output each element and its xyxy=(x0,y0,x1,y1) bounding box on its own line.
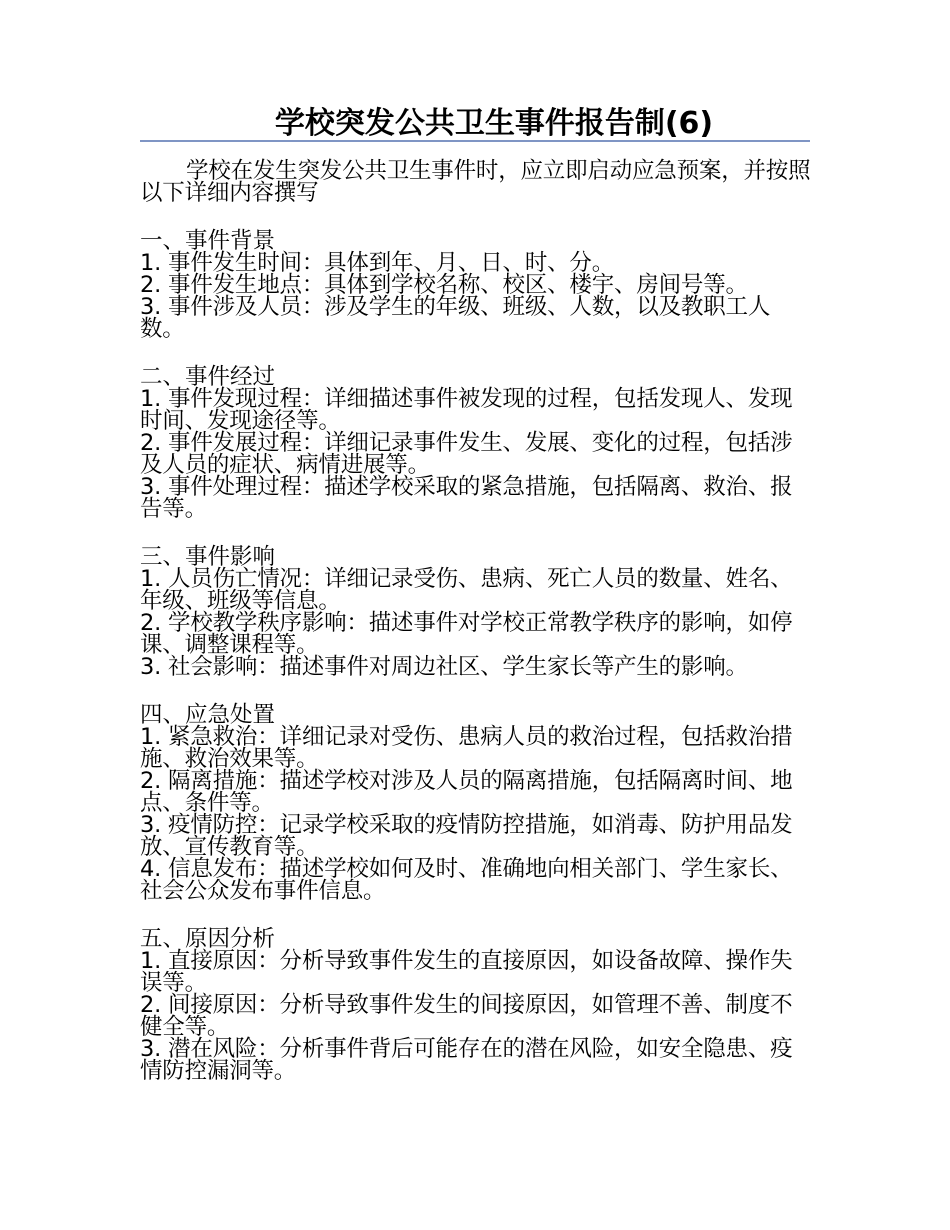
list-item: 1. 事件发现过程：详细描述事件被发现的过程，包括发现人、发现时间、发现途径等。 xyxy=(140,386,793,434)
list-item: 3. 事件处理过程：描述学校采取的紧急措施，包括隔离、救治、报告等。 xyxy=(140,474,793,522)
list-item: 3. 社会影响：描述事件对周边社区、学生家长等产生的影响。 xyxy=(140,654,748,680)
list-item: 2. 间接原因：分析导致事件发生的间接原因，如管理不善、制度不健全等。 xyxy=(140,992,793,1040)
section-items xyxy=(140,950,812,1082)
intro-paragraph: 学校在发生突发公共卫生事件时，应立即启动应急预案，并按照以下详细内容撰写 xyxy=(140,158,811,206)
list-item: 1. 人员伤亡情况：详细记录受伤、患病、死亡人员的数量、姓名、年级、班级等信息。 xyxy=(140,566,793,614)
list-item: 2. 事件发生地点：具体到学校名称、校区、楼宇、房间号等。 xyxy=(140,272,748,298)
section-process xyxy=(140,366,812,520)
list-item: 4. 信息发布：描述学校如何及时、准确地向相关部门、学生家长、社会公众发布事件信息。 xyxy=(140,856,793,904)
section-heading: 五、原因分析 xyxy=(140,926,276,952)
section-heading: 一、事件背景 xyxy=(140,228,276,254)
section-items xyxy=(140,252,812,340)
list-item: 2. 隔离措施：描述学校对涉及人员的隔离措施，包括隔离时间、地点、条件等。 xyxy=(140,768,793,816)
section-heading: 四、应急处置 xyxy=(140,702,276,728)
section-background xyxy=(140,230,812,340)
document-title: 学校突发公共卫生事件报告制(6) xyxy=(274,106,714,141)
list-item: 1. 直接原因：分析导致事件发生的直接原因，如设备故障、操作失误等。 xyxy=(140,948,793,996)
list-item: 1. 紧急救治：详细记录对受伤、患病人员的救治过程，包括救治措施、救治效果等。 xyxy=(140,724,793,772)
section-heading: 三、事件影响 xyxy=(140,544,276,570)
list-item: 3. 潜在风险：分析事件背后可能存在的潜在风险，如安全隐患、疫情防控漏洞等。 xyxy=(140,1036,793,1084)
list-item: 3. 疫情防控：记录学校采取的疫情防控措施，如消毒、防护用品发放、宣传教育等。 xyxy=(140,812,793,860)
document-page xyxy=(140,104,812,1082)
section-impact xyxy=(140,546,812,678)
section-emergency-response xyxy=(140,704,812,902)
list-item: 3. 事件涉及人员：涉及学生的年级、班级、人数，以及教职工人数。 xyxy=(140,294,771,342)
list-item: 2. 学校教学秩序影响：描述事件对学校正常教学秩序的影响，如停课、调整课程等。 xyxy=(140,610,793,658)
section-cause-analysis xyxy=(140,928,812,1082)
section-items xyxy=(140,568,812,678)
section-items xyxy=(140,388,812,520)
section-heading: 二、事件经过 xyxy=(140,364,276,390)
list-item: 1. 事件发生时间：具体到年、月、日、时、分。 xyxy=(140,250,615,276)
section-items xyxy=(140,726,812,902)
list-item: 2. 事件发展过程：详细记录事件发生、发展、变化的过程，包括涉及人员的症状、病情进展等。 xyxy=(140,430,793,478)
